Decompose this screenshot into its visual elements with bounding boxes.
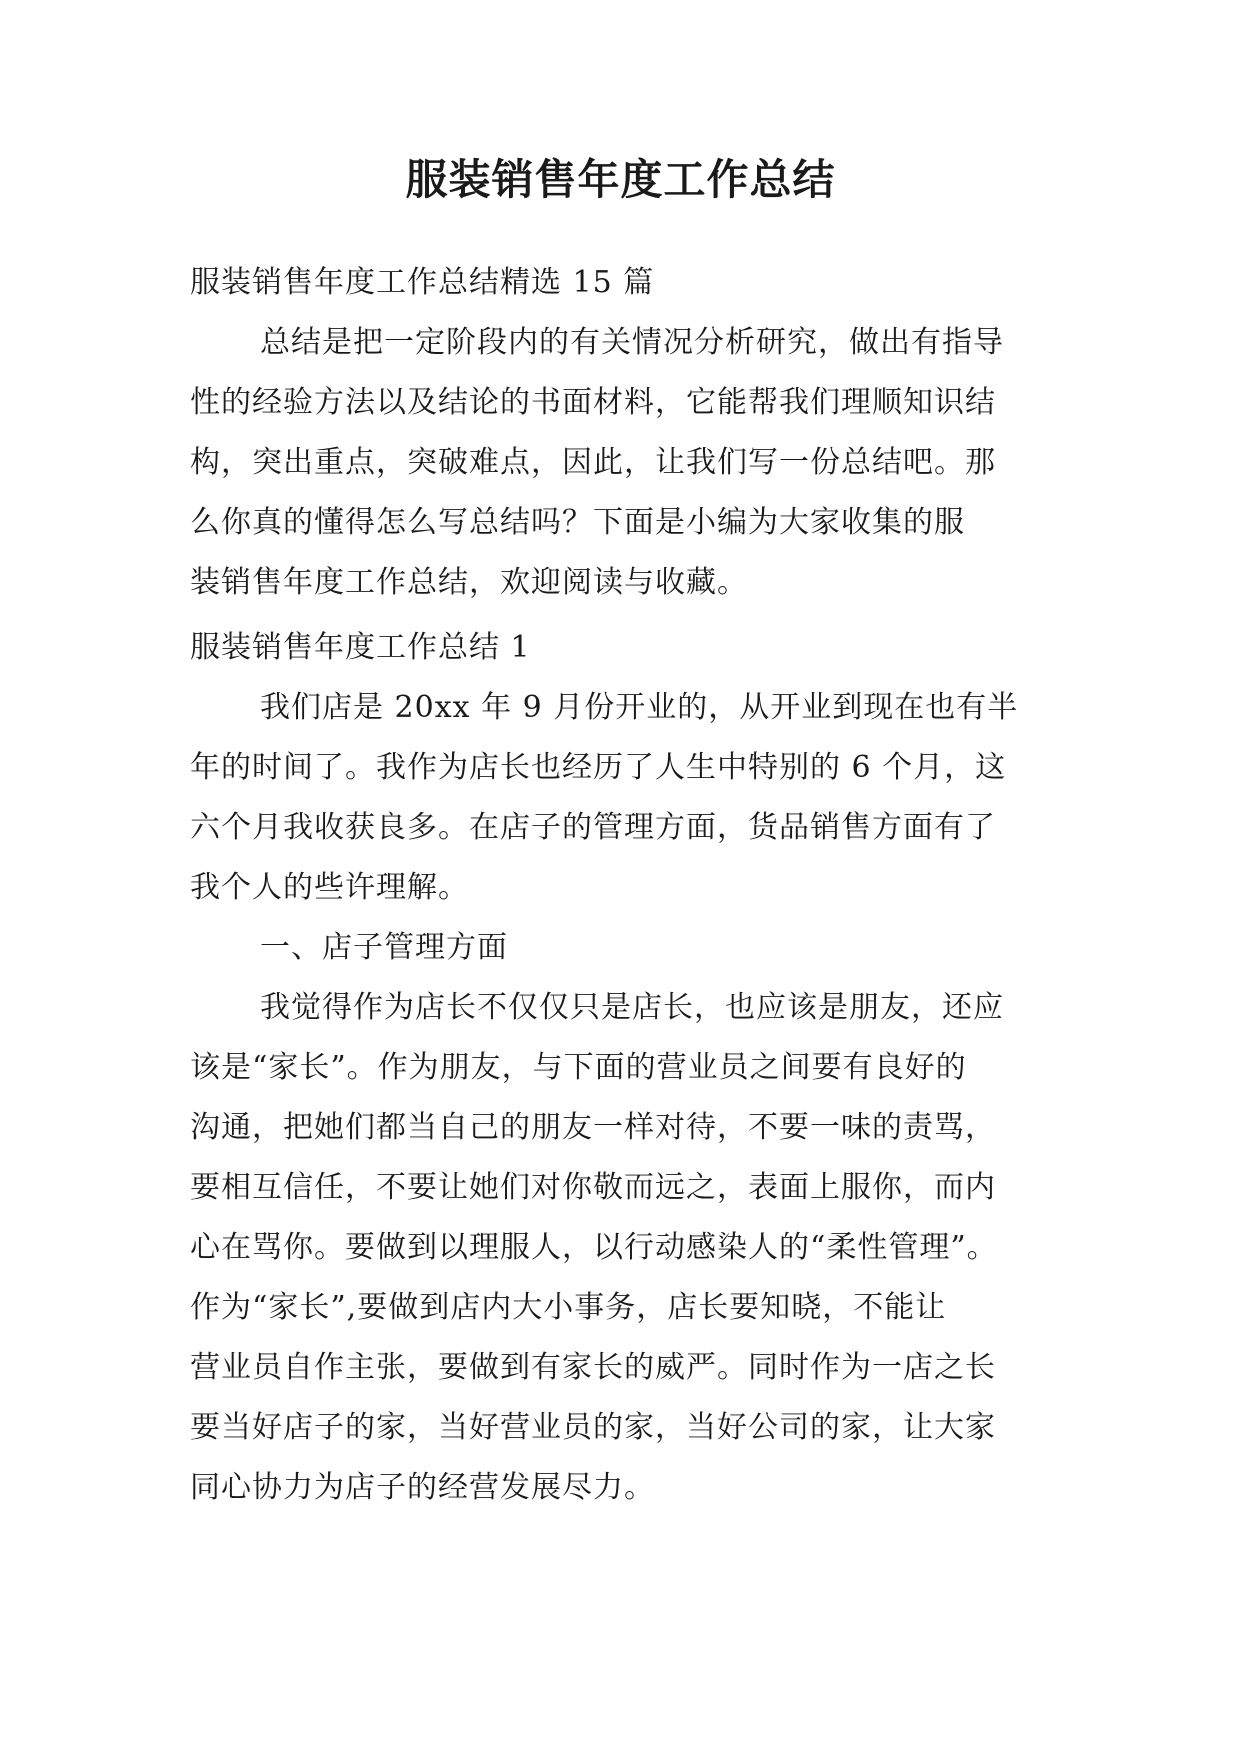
intro-line: 装销售年度工作总结，欢迎阅读与收藏。 xyxy=(190,565,748,600)
document-subtitle: 服装销售年度工作总结精选 15 篇 xyxy=(190,265,655,300)
paragraph-line: 年的时间了。我作为店长也经历了人生中特别的 6 个月，这 xyxy=(190,750,1007,785)
document-title: 服装销售年度工作总结 xyxy=(405,155,836,204)
intro-line: 性的经验方法以及结论的书面材料，它能帮我们理顺知识结 xyxy=(190,385,996,420)
section-1 xyxy=(190,618,1050,1518)
paragraph-line: 营业员自作主张，要做到有家长的威严。同时作为一店之长 xyxy=(190,1350,996,1385)
section-1-paragraph-1 xyxy=(190,678,1050,918)
section-heading: 服装销售年度工作总结 1 xyxy=(190,630,531,665)
intro-line: 构，突出重点，突破难点，因此，让我们写一份总结吧。那 xyxy=(190,445,996,480)
paragraph-line: 同心协力为店子的经营发展尽力。 xyxy=(190,1470,655,1505)
paragraph-line: 六个月我收获良多。在店子的管理方面，货品销售方面有了 xyxy=(190,810,996,845)
paragraph-line: 心在骂你。要做到以理服人，以行动感染人的“柔性管理”。 xyxy=(190,1230,998,1265)
intro-block xyxy=(190,253,1050,613)
intro-line: 么你真的懂得怎么写总结吗？下面是小编为大家收集的服 xyxy=(190,505,965,540)
section-subheading: 一、店子管理方面 xyxy=(260,930,508,965)
section-1-paragraph-2 xyxy=(190,978,1050,1518)
paragraph-line: 要相互信任，不要让她们对你敬而远之，表面上服你，而内 xyxy=(190,1170,996,1205)
paragraph-line: 要当好店子的家，当好营业员的家，当好公司的家，让大家 xyxy=(190,1410,996,1445)
paragraph-line: 我个人的些许理解。 xyxy=(190,870,469,905)
paragraph-line: 沟通，把她们都当自己的朋友一样对待，不要一味的责骂， xyxy=(190,1110,996,1145)
intro-line: 总结是把一定阶段内的有关情况分析研究，做出有指导 xyxy=(260,325,1004,360)
paragraph-line: 该是“家长”。作为朋友，与下面的营业员之间要有良好的 xyxy=(190,1050,967,1085)
intro-paragraph xyxy=(190,313,1050,613)
paragraph-line: 我觉得作为店长不仅仅只是店长，也应该是朋友，还应 xyxy=(260,990,1004,1025)
paragraph-line: 作为“家长”,要做到店内大小事务，店长要知晓，不能让 xyxy=(190,1290,947,1325)
paragraph-line: 我们店是 20xx 年 9 月份开业的，从开业到现在也有半 xyxy=(260,690,1019,725)
